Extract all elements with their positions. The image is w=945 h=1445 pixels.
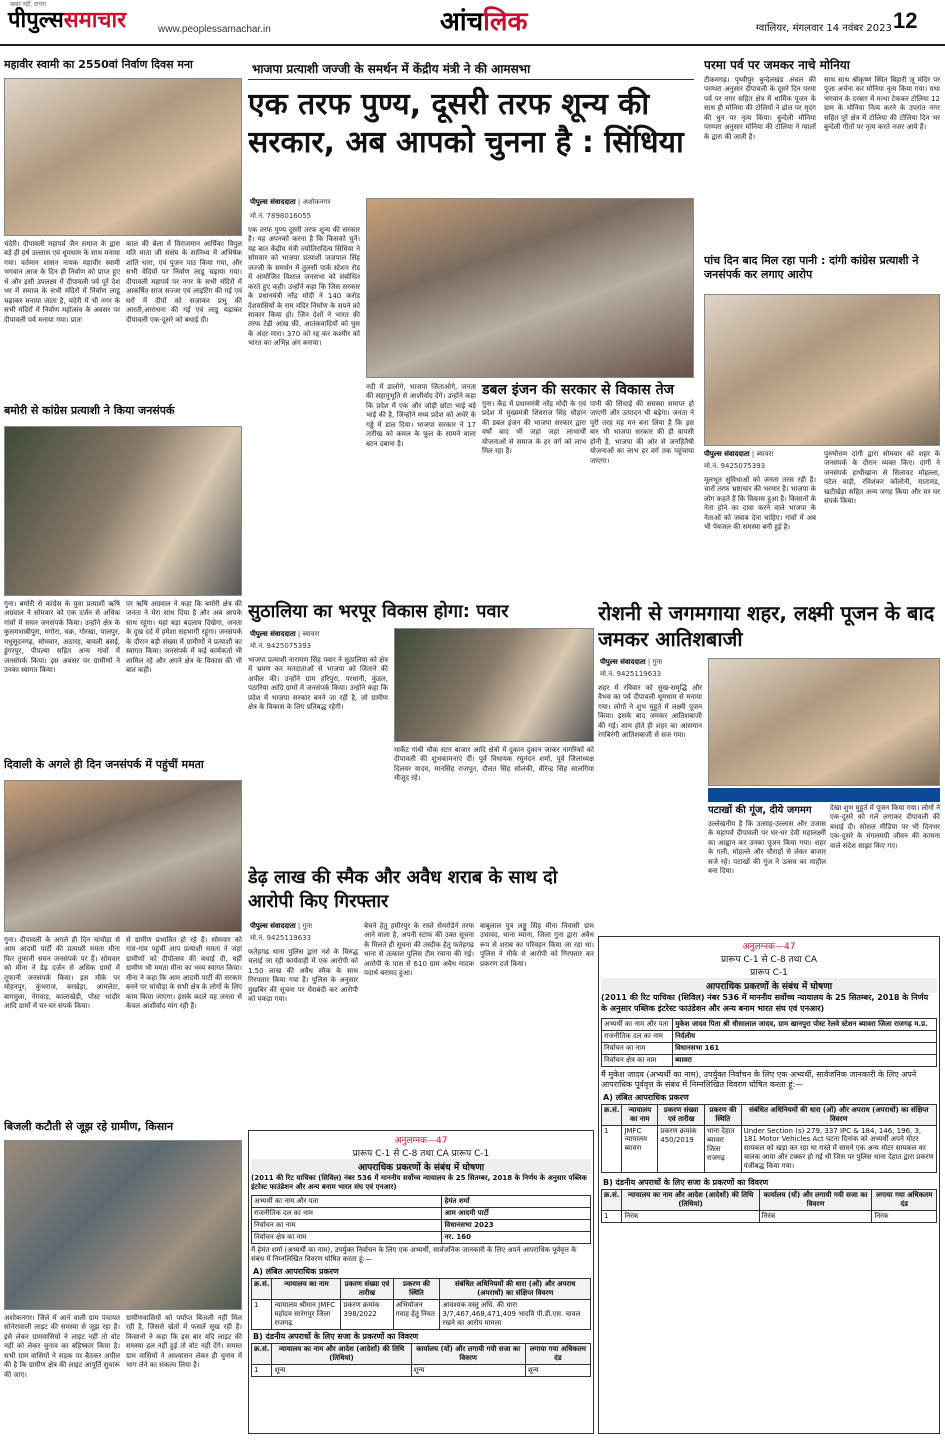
- table-cell: निरंक: [872, 1211, 937, 1223]
- table-cell: प्रकरण क्रमांक 398/2022: [341, 1299, 393, 1329]
- story-title: परमा पर्व पर जमकर नाचे मोनिया: [704, 58, 850, 72]
- table-row: [602, 1018, 937, 1030]
- story-body: बेचने हेतु हमीरपुर के रास्ते सेमरोडेर्न तरफ आने वाला है, अपनी स्टाफ की उक्त सूचना के मिलते ही सूचना की तस्दीक हेतु फतेहगढ़ थाना से तत्काल पुलिस टीम रवाना की गई। आरोपी के पास से 610 ग्राम अवैध मादक पदार्थ बरामद हुआ।: [364, 922, 474, 978]
- masthead: [0, 0, 945, 46]
- table-cell: 1: [252, 1299, 272, 1329]
- table-cell: आवश्यक वस्तु अधि. की धारा 3/7,467,468,471,409 भादवि पी.डी.एस. चावल रखने का आरोप मामला: [440, 1299, 591, 1329]
- table-cell: नर. 160: [442, 1231, 591, 1243]
- sub-headline: डबल इंजन की सरकार से विकास तेज: [482, 382, 675, 398]
- story-body: पुरुषोत्तम दांगी द्वारा सोमवार को शहर के जनसंपर्क के दौरान व्यक्त किए। दांगी ने जनसंपर्क हाथीखाना से सिलावट मोहल्ला, पटेल वाड़ी, रविशंकर कॉलोनी, मातामंड, खटीखेड़ा सहित अन्य जगह किया और घर घर संपर्क किया।: [824, 450, 940, 506]
- table-cell: हेमंत शर्मा: [442, 1195, 591, 1207]
- byline: पीपुल्स संवाददाता | ब्यावरा: [704, 450, 774, 458]
- table-row: [252, 1231, 591, 1243]
- annexure-right: [598, 936, 940, 1434]
- table-cell: विधानसभा 2023: [442, 1219, 591, 1231]
- story-photo: [704, 294, 940, 446]
- table-header-cell: कार्यालय (यों) और लगायी गयी सजा का विवरण: [411, 1343, 525, 1364]
- table-cell: प्रकरण क्रमांक 450/2019: [658, 1126, 705, 1173]
- table-cell: निर्दलीय: [673, 1030, 937, 1042]
- annex-intro: (2011 की रिट याचिका (सिविल) नंबर 536 में माननीय सर्वोच्च न्यायालय के 25 सितम्बर, 2018 के निर्णय के अनुसार पब्लिक इंटरेस्ट फाउंडेशन और अन्य बनाम भारत संघ एवं एनआर): [601, 993, 929, 1013]
- annex-cases-table: [251, 1278, 591, 1330]
- story-title: दिवाली के अगले ही दिन जनसंपर्क में पहुंचीं ममता: [4, 758, 204, 771]
- story-body: शहर में रविवार को सुख-समृद्धि और वैभव का पर्व दीपावली धूमधाम से मनाया गया। लोगों ने शुभ मुहूर्त में लक्ष्मी पूजन किया। इसके बाद जमकर आतिशबाजी की गई। शाम होते ही शहर का आसमान रंगबिरंगी आतिशबाजी से सज गया।: [598, 684, 702, 740]
- story-body: मूलभूत सुविधाओं को जनता तरस रही है। चारों तरफ भ्रष्टाचार की भरमार है। भाजपा के लोग कहते हैं कि विकास हुआ है। किसानों के नेता होने का दावा करने वाले भाजपा के नेताओं को जवाब देना चाहिए। गांवों में अब भी पेयजल की समस्या बनी हुई है।: [704, 476, 817, 532]
- annex-convictions-table: [601, 1189, 937, 1223]
- annex-line: प्रारूप C-1 से C-8 तथा CA प्रारूप C-1: [352, 1149, 490, 1159]
- table-cell: निरंक: [622, 1211, 759, 1223]
- mobile: मो.नं. 9425119633: [250, 934, 312, 942]
- lead-story: [248, 58, 694, 598]
- annex-line: प्रारूप C-1: [750, 968, 788, 978]
- story-body: से ग्रामीण प्रभावित हो रहे हैं। सोमवार को गांव-गांव पहुंचीं आप प्रत्याशी ममता ने जहां ग्रामीणों को दीपोत्सव की बधाई दी, वहीं ग्रामीण भी ममता मीना का भव्य स्वागत किया। मीना ने कहा कि आम आदमी पार्टी की सरकार बनने पर चांचौड़ा के सभी क्षेत्र के लोगों के लिए काम किया जाएगा। इसके बदले वह जनता से केवल आशीर्वाद मांग रही हैं।: [126, 936, 242, 1011]
- table-cell: विधानसभा 161: [673, 1042, 937, 1054]
- story-photo: [4, 78, 242, 236]
- table-cell: 1: [602, 1126, 622, 1173]
- left-column: [4, 58, 242, 1428]
- story-body: देखा शुभ मुहूर्त में पूजन किया गया। लोगों ने एक-दूसरे को गले लगाकर दीपावली की बधाई दी। सोशल मीडिया पर भी दिनभर एक-दूसरे के मंगलमयी जीवन की कामना वाले संदेश साझा किए गए।: [830, 804, 940, 850]
- annex-heading: आपराधिक प्रकरणों के संबंध में घोषणा: [251, 1159, 591, 1174]
- table-cell: शून्य: [525, 1364, 590, 1376]
- story-body: अशोकनगर। जिले में आने वाली ग्राम पंचायत सोनेरावाली लाइट की समस्या से जूझ रहा है। इसे लेकर ग्रामवासियों ने लाइट नहीं तो वोट नहीं को लेकर चुनाव का बहिष्कार किया है। सभी ग्राम वासियों ने सड़क पर बैठकर अपील की है कि ग्रामीण क्षेत्र की लाइट आपूर्ति सुचारू की जाए।: [4, 1314, 120, 1379]
- table-header-cell: क्र.सं.: [602, 1190, 622, 1211]
- story-title: पटाखों की गूंज, दीये जगमग: [708, 805, 812, 816]
- lead-kicker: भाजपा प्रत्याशी जज्जी के समर्थन में केंद्रीय मंत्री ने की आमसभा: [248, 58, 694, 80]
- annex-intro: (2011 की रिट याचिका (सिविल) नंबर 536 में माननीय सर्वोच्च न्यायालय के 25 सितम्बर, 2018 के निर्णय के अनुसार पब्लिक इंटरेस्ट फाउंडेशन और अन्य बनाम भारत संघ एवं एनआर): [251, 1174, 587, 1192]
- story-body: फतेहगढ़ थाना पुलिस द्वारा नशे के विरुद्ध चलाई जा रही कार्यवाही में एक आरोपी को 1.50 लाख की अवैध स्मैक के साथ गिरफ्तार किया गया है। पुलिस के अनुसार मुखबिर की सूचना पर घेराबंदी कर आरोपी को पकड़ा गया।: [248, 948, 358, 1004]
- table-cell: निर्वाचन का नाम: [602, 1042, 673, 1054]
- mid-story-diwali: [598, 600, 940, 930]
- annex-section-title: A) लंबित आपराधिक प्रकरण: [253, 1266, 339, 1276]
- table-header-cell: क्र.सं.: [602, 1105, 622, 1126]
- story-photo: [4, 780, 242, 932]
- table-cell: शून्य: [272, 1364, 411, 1376]
- sub-body: गुना। केंद्र में प्रधानमंत्री नरेंद्र मोदी के एवं प्रदेश में मुख्यमंत्री शिवराज सिंह चौहान की डबल इंजन की भाजपा सरकार द्वारा वर्षों बाद भी जहां जहां लाभार्थी योजनाओं से समाज के हर वर्ग को लाभ मिल रहा है।: [482, 400, 586, 456]
- story-title: बमोरी से कांग्रेस प्रत्याशी ने किया जनसंपर्क: [4, 404, 175, 417]
- table-header-cell: न्यायालय का नाम और आदेश (आदेशों) की तिथि (तिथियां): [622, 1190, 759, 1211]
- table-row: [602, 1054, 937, 1066]
- table-cell: न्यायालय श्रीमान JMFC महोदय सारंगपुर जिला राजगढ़: [272, 1299, 341, 1329]
- annex-section-title: B) दंडनीय अपराधों के लिए सजा के प्रकरणों का विवरण: [603, 1178, 769, 1188]
- story-title: पांच दिन बाद मिल रहा पानी : दांगी कांग्रेस प्रत्याशी ने जनसंपर्क कर लगाए आरोप: [704, 254, 919, 282]
- table-cell: निर्वाचन का नाम: [252, 1219, 442, 1231]
- story-body: गुना। दीपावली के अगले ही दिन चांचौड़ा से आम आदमी पार्टी की प्रत्याशी ममता मीना फिर तूफानी सघन जनसंपर्क पर हैं। सोमवार को मीना ने डेढ़ दर्जन से अधिक ग्रामों में तूफानी जनसंपर्क किया। इस मौके पर मोहनपुर, कुंभराज, बरखेड़ा, आमलेटा, बागमुला, नेगवाड़, कालाखेड़ी, पोस्ट भादौर आदि ग्रामों में घर-घर संपर्क किया।: [4, 936, 120, 1011]
- story-body: काल की बेला में विराजमान आर्यिका विपुल मति माता जी ससंघ के सानिध्य में अभिषेक शांति धारा, एवं पूजन पाठ किया गया, और सभी वेदियों पर निर्वाण लाडू चढ़ाया गया। दीपावली महापर्व पर नगर के सभी मंदिरों में आकर्षित साज सज्जा एवं लाइटिंग की गई एवं घरों में दीपों को सजाकर प्रभु की आरती,आराधना की गई एवं लाडू चढ़ाकर दीपावली एक-दूसरे को बधाई दी।: [126, 240, 242, 324]
- annex-section-title: A) लंबित आपराधिक प्रकरण: [603, 1093, 689, 1103]
- table-cell: JMFC न्यायालय ब्यावरा: [622, 1126, 658, 1173]
- table-header-cell: प्रकरण संख्या एवं तारीख: [341, 1278, 393, 1299]
- table-cell: आम आदमी पार्टी: [442, 1207, 591, 1219]
- table-header-cell: प्रकरण संख्या एवं तारीख: [658, 1105, 705, 1126]
- table-cell: ब्यावरा: [673, 1054, 937, 1066]
- story-body: पर ऋषि अग्रवाल ने कहा कि बमोरी क्षेत्र की जनता ने मेरा साथ दिया है और अब आपके साथ रहूंगा। यहां बड़ा बदलाव दिखेगा, जनता के दुख दर्द में हमेशा सहभागी रहूंगा। जनसंपर्क के दौरान बड़ी संख्या में ग्रामीणों ने प्रत्याशी का स्वागत किया। जनसंपर्क में कई कार्यकर्ता भी शामिल रहे और अपने क्षेत्र के विकास की भी बात कही।: [126, 600, 242, 675]
- page-number: 12: [893, 8, 918, 33]
- table-row: [602, 1030, 937, 1042]
- story-photo: [708, 658, 940, 786]
- lead-headline: एक तरफ पुण्य, दूसरी तरफ शून्य की सरकार, अब आपको चुनना है : सिंधिया: [248, 87, 684, 160]
- table-header-cell: क्र.सं.: [252, 1278, 272, 1299]
- mobile: मो.नं. 9425075393: [704, 462, 766, 470]
- table-cell: थाना देहात ब्यावरा जिला राजगढ़: [705, 1126, 742, 1173]
- table-row: [252, 1207, 591, 1219]
- story-title: महावीर स्वामी का 2550वां निर्वाण दिवस मना: [4, 58, 193, 71]
- byline: पीपुल्स संवाददाता | ब्यावरा: [250, 630, 320, 638]
- story-body: साथ साथ श्रीकृष्ण स्थित बिहारी जू मंदिर पर पूजा अर्चना कर मोनिया नृत्य किया गया। यथा भगवान के दरबार में मत्था टेककर टोलिया 12 ग्राम के मोनिया नित्य करने के उपरांत नगर सहित पूरे क्षेत्र में टोलिया की टोलिया दिन भर बुन्देली गीतों पर नृत्य करते नजर आये हैं।: [824, 76, 940, 132]
- table-header-cell: क्र.सं.: [252, 1343, 272, 1364]
- table-cell: 1: [252, 1364, 272, 1376]
- story-title: डेढ़ लाख की स्मैक और अवैध शराब के साथ दो आरोपी किए गिरफ्तार: [248, 867, 558, 913]
- table-header-cell: लगाया गया अधिकतम दंड: [872, 1190, 937, 1211]
- story-photo: [4, 426, 242, 596]
- mid-story-pawar: [248, 600, 594, 862]
- table-cell: राजनीतिक दल का नाम: [252, 1207, 442, 1219]
- sub-body: पानी की सिंचाई की समस्या समाप्त हो जाएगी और उत्पादन भी बढ़ेगा। जनता ने पूरी तरह यह मन बना लिया है कि इस बार भी भाजपा सरकार की ही वापसी होनी है, भाजपा की ओर से जनहितैषी योजनाओं का लाभ हर वर्ग तक पहुंचाया जाएगा।: [590, 400, 694, 465]
- table-cell: राजनीतिक दल का नाम: [602, 1030, 673, 1042]
- story-body: बाबूलाल पुत्र लड्डू सिंह मीना निवासी ग्राम उचावद, थाना म्याना, जिला गुना द्वारा अवैध रूप से शराब का परिवहन किया जा रहा था। पुलिस ने मौके से आरोपी को गिरफ्तार कर प्रकरण दर्ज किया।: [480, 922, 594, 968]
- table-cell: निर्वाचन क्षेत्र का नाम: [602, 1054, 673, 1066]
- table-cell: अभियोजन गवाह हेतु नियत: [393, 1299, 440, 1329]
- annex-candidate-table: [601, 1018, 937, 1067]
- annex-declaration: मैं मुकेश जादव (अभ्यर्थी का नाम), उपर्युक्त निर्वाचन के लिए एक अभ्यर्थी, सार्वजनिक जानकारी के लिए अपने आपराधिक पूर्ववृत्त के संबंध में निम्नलिखित विवरण घोषित करता हूं:—: [601, 1069, 917, 1090]
- annex-declaration: मैं हेमंत शर्मा (अभ्यर्थी का नाम), उपर्युक्त निर्वाचन के लिए एक अभ्यर्थी, सार्वजनिक जानकारी के लिए अपने आपराधिक पूर्ववृत्त के संबंध में निम्नलिखित विवरण घोषित करता हूं:—: [251, 1245, 577, 1264]
- story-body: मार्केट गांधी चौक स्टार बाजार आदि क्षेत्रों में दुकान दुकान जाकर नागरिकों को दीपावली की शुभकामनाएं दीं। पूर्व विधायक रघुनंदन शर्मा, पूर्व जिलाध्यक्ष दिलवर यादव, मानसिंह राजपूत, दौलत सिंह सोलंकी, वीरेन्द्र सिंह सालगिया मौजूद रहे।: [394, 746, 594, 783]
- table-header-cell: प्रकरण की स्थिति: [705, 1105, 742, 1126]
- lead-photo: [366, 198, 694, 378]
- table-cell: अभ्यर्थी का नाम और पता: [602, 1018, 673, 1030]
- annex-cases-table: [601, 1104, 937, 1173]
- story-title: सुठालिया का भरपूर विकास होगा: पवार: [248, 601, 509, 622]
- right-column: [704, 58, 940, 598]
- section-title: आंचलिक: [440, 7, 528, 37]
- table-cell: 1: [602, 1211, 622, 1223]
- table-row: [602, 1042, 937, 1054]
- website: www.peoplessamachar.in: [158, 24, 271, 35]
- table-header-cell: कार्यालय (यों) और लगायी गयी सजा का विवरण: [759, 1190, 872, 1211]
- annex-title: अनुलग्नक—47: [394, 1136, 448, 1146]
- table-cell: शून्य: [411, 1364, 525, 1376]
- annex-heading: आपराधिक प्रकरणों के संबंध में घोषणा: [601, 978, 937, 993]
- table-header-cell: संबंधित अधिनियमों की धारा (ओं) और अपराध (अपराधों) का संक्षिप्त विवरण: [741, 1105, 936, 1126]
- table-header-cell: लगाया गया अधिकतम दंड: [525, 1343, 590, 1364]
- table-cell: निर्वाचन क्षेत्र का नाम: [252, 1231, 442, 1243]
- annex-title: अनुलग्नक—47: [742, 942, 796, 952]
- mobile: मो.नं. 7898016055: [250, 212, 312, 220]
- table-cell: अभ्यर्थी का नाम और पता: [252, 1195, 442, 1207]
- table-header-cell: न्यायालय का नाम: [622, 1105, 658, 1126]
- dateline: ग्वालियर, मंगलवार 14 नवंबर 2023: [756, 23, 892, 34]
- byline: पीपुल्स संवाददाता | अशोकनगर: [250, 198, 331, 206]
- story-title: बिजली कटौती से जूझ रहे ग्रामीण, किसान: [4, 1120, 174, 1133]
- table-header-cell: प्रकरण की स्थिति: [393, 1278, 440, 1299]
- byline: पीपुल्स संवाददाता | गुना: [600, 658, 663, 666]
- mobile: मो.नं. 9425119633: [600, 670, 662, 678]
- annex-candidate-table: [251, 1195, 591, 1244]
- story-body: टीकमगढ़। पृथ्वीपुर बुन्देलखंड अंचल की परम्परा अनुसार दीपावली के दूसरे दिन परमा पर्व पर नगर सहित क्षेत्र में धार्मिक पूजन के साथ ही मोनिया की टोलियों ने ढोल पर मृदंग की धुन पर नृत्य किया। बुन्देली मौनिया परम्परा अनुसार मोनिया की टोलिया ने ग्वालों के द्वारा की जाती है।: [704, 76, 816, 141]
- table-row: [252, 1195, 591, 1207]
- table-cell: मुकेश जादव पिता श्री धीसालाल जादव, ग्राम खानपुरा पोस्ट रेलवे स्टेशन ब्यावरा जिला राजगढ़ म.प्र.: [673, 1018, 937, 1030]
- annex-section-title: B) दंडनीय अपराधों के लिए सजा के प्रकरणों का विवरण: [253, 1331, 419, 1341]
- story-body: ग्रामीणवासियों को पर्याप्त बिजली नहीं मिल रही है, जिससे खेतों में फसलें सूख रही हैं। किसानों ने कहा कि इस बार यदि लाइट की समस्या हल नहीं हुई तो वोट नहीं देंगे। समस्त ग्राम वासियों ने आश्वासन लेकर ही चुनाव में भाग लेने का संकल्प लिया है।: [126, 1314, 242, 1370]
- annexure-left: [248, 1130, 594, 1434]
- story-photo: [4, 1140, 242, 1310]
- newspaper-logo: पीपुल्ससमाचार: [8, 7, 127, 33]
- table-header-cell: संबंधित अधिनियमों की धारा (ओं) और अपराध (अपराधों) का संक्षिप्त विवरण: [440, 1278, 591, 1299]
- lead-body: नदी में डालोगे, भाजपा जिताओगे, जनता की सहानुभूति से आशीर्वाद देंगे। उन्होंने कहा कि प्रदेश में एक और जोड़ी छोटा भाई बड़े भाई की है, जिन्होंने मध्य प्रदेश को अंधेरे के गड्ढे में डाल दिया। भाजपा सरकार ने 17 तारीख को कमल के फूल के सामने वाला बटन दबाना है।: [366, 383, 476, 448]
- annex-convictions-table: [251, 1343, 591, 1377]
- story-photo: [394, 628, 594, 742]
- byline: पीपुल्स संवाददाता | गुना: [250, 922, 313, 930]
- table-header-cell: न्यायालय का नाम: [272, 1278, 341, 1299]
- table-cell: Under Section (s) 279, 337 IPC & 184, 146, 196, 3, 181 Motor Vehicles Act घटना दिनांक को अभ्यर्थी अपने मोटर सायकल को खड़ा कर रहा था रास्ते में सामने एक अन्य मोटर सायकल का चालक आया और टक्कर हो गई थी जिस पर पुलिस थाना देहात द्वारा प्रकरण पंजीबद्ध किया गया।: [741, 1126, 936, 1173]
- story-title: रोशनी से जगमगाया शहर, लक्ष्मी पूजन के बाद जमकर आतिशबाजी: [598, 601, 935, 651]
- lead-body: एक तरफ पुण्य दूसरी तरफ शून्य की सरकार है। यह अपनको करना है कि किसको चुनें। यह बात केंद्रीय मंत्री ज्योतिरादित्य सिंधिया ने सोमवार को भाजपा प्रत्याशी जजपाल सिंह जज्जी के समर्थन में तुलसी पार्क स्टेशन रोड में आयोजित विशाल जनसभा को संबोधित करते हुए कही। उन्होंने कहा कि जिस सरकार के प्रधानमंत्री नरेंद्र मोदी ने 140 करोड़ देशवासियों के राम मंदिर निर्माण के सपने को साकार किया हो। जिन देशों ने भारत की तरफ टेढ़ी आंख की, आतंकवादियों को घुस के अंदर मारा। 370 को रद्द कर कश्मीर को भारत का अभिन्न अंग बनाया।: [248, 226, 360, 348]
- story-body: गुना। बमोरी से कांग्रेस के युवा प्रत्याशी ऋषि अग्रवाल ने सोमवार को एक दर्जन से अधिक गांवों में सघन जनसंपर्क किया। उन्होंने क्षेत्र के कुसमभाबीपुरा, मगोरा, चक्र, गोरखा, पालपुर, मधुसूदनगढ़, सोमवार, अठारह, बावली बसई, डुंगरपुर, पीपल्या सहित अन्य गांवों में जनसंपर्क किया। इस अवसर पर ग्रामीणों ने उनका स्वागत किया।: [4, 600, 120, 675]
- tagline: खबर नहीं, दायरा: [10, 2, 47, 8]
- story-body: भाजपा प्रत्याशी नारायण सिंह पवार ने सुठालिया को क्षेत्र में भ्रमण कर मतदाताओं से भाजपा को जिताने की अपील की। उन्होंने ग्राम हरिपुरा, परधानी, कुंडल, पठारिया आदि ग्रामों में जनसंपर्क किया। उन्होंने कहा कि प्रदेश में भाजपा सरकार बनने जा रही है, जो ग्रामीण क्षेत्र के विकास के लिए प्रतिबद्ध रहेगी।: [248, 656, 388, 712]
- mobile: मो.नं. 9425075393: [250, 642, 312, 650]
- crime-story: [248, 866, 594, 1126]
- table-header-cell: न्यायालय का नाम और आदेश (आदेशों) की तिथि (तिथियां): [272, 1343, 411, 1364]
- story-body: चंदेरी। दीपावली महापर्व जैन समाज के द्वारा बड़े ही हर्ष उल्लास एवं धूमधाम के साथ मनाया गया। वर्तमान शासन नायक महावीर स्वामी भगवान आज के दिन ही निर्वाण को प्राप्त हुए थे और इसी उपलक्ष्य में दीपावली पर्व पूरे देश भर में समाज के सभी मंदिरों में निर्वाण लाडू चढ़ाकर मनाया जाता है, चंदेरी में भी नगर के सभी मंदिरों में निर्वाण महोत्सव के अवसर पर दीपावली पर्व मनाया गया। प्रातः: [4, 240, 120, 324]
- table-row: [252, 1219, 591, 1231]
- annex-line: प्रारूप C-1 से C-8 तथा CA: [720, 955, 818, 965]
- story-body: उल्लेखनीय है कि उत्साह-उल्लास और उजास के महापर्व दीपावली पर घर-घर देवी महालक्ष्मी का आह्वान कर उनका पूजन किया गया। शहर के गली, मोहल्ले और चौराहों से लेकर बाजार सजे रहे। पटाखों की गूंज ने उत्सव का माहौल बना दिया।: [708, 820, 826, 876]
- table-cell: निरंक: [759, 1211, 872, 1223]
